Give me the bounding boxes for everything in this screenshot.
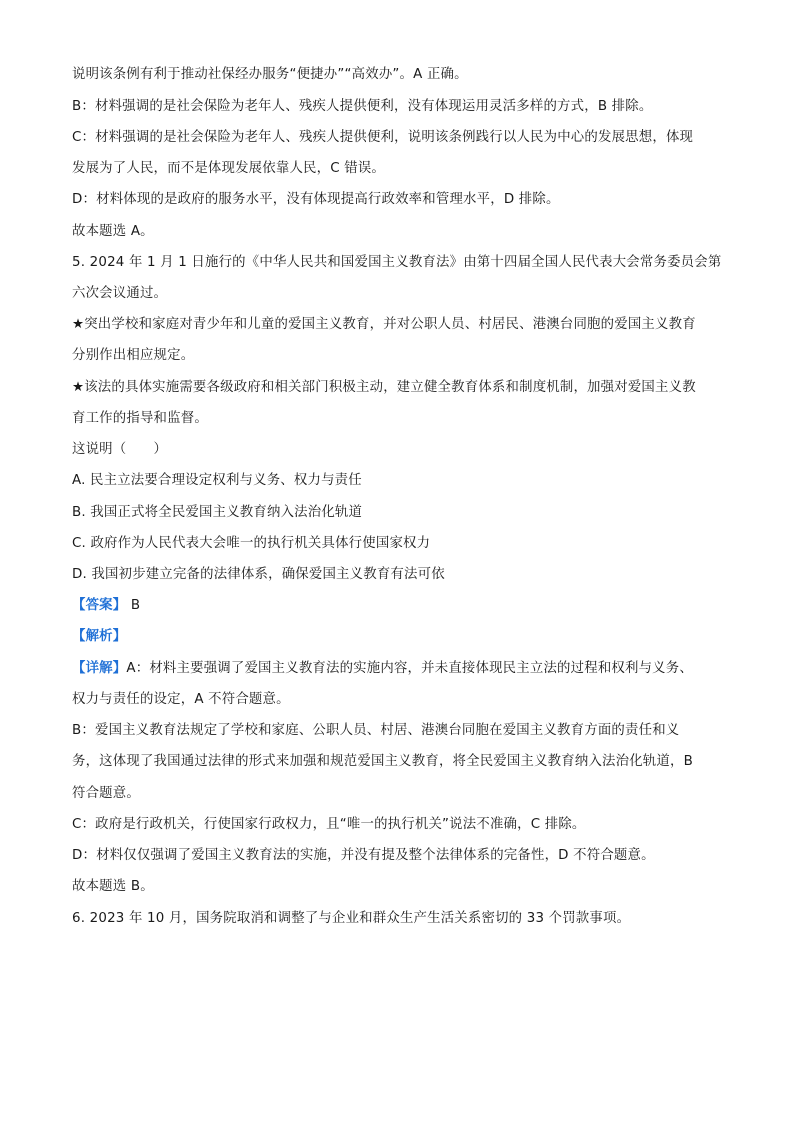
text-line: 说明该条例有利于推动社保经办服务“便捷办”“高效办”。A 正确。 <box>72 67 468 82</box>
detail-text: A：材料主要强调了爱国主义教育法的实施内容，并未直接体现民主立法的过程和权利与义务、 <box>126 661 693 676</box>
analysis-label: 【解析】 <box>72 629 127 644</box>
text-line: 权力与责任的设定，A 不符合题意。 <box>72 692 290 707</box>
text-line: 故本题选 B。 <box>72 879 154 894</box>
text-line: 分别作出相应规定。 <box>72 348 195 363</box>
text-line: 育工作的指导和监督。 <box>72 411 208 426</box>
text-line: B：爱国主义教育法规定了学校和家庭、公职人员、村居、港澳台同胞在爱国主义教育方面的责任和义 <box>72 723 680 738</box>
answer-tag: 【答案】 <box>72 598 127 613</box>
answer-line <box>72 597 140 615</box>
text-line: C：材料强调的是社会保险为老年人、残疾人提供便利，说明该条例践行以人民为中心的发展思想，体现 <box>72 130 694 145</box>
question-5-stem: 5. 2024 年 1 月 1 日施行的《中华人民共和国爱国主义教育法》由第十四届全国人民代表大会常务委员会第 <box>72 255 722 270</box>
text-line: 六次会议通过。 <box>72 286 168 301</box>
text-line: 发展为了人民，而不是体现发展依靠人民，C 错误。 <box>72 161 385 176</box>
text-line: D：材料仅仅强调了爱国主义教育法的实施，并没有提及整个法律体系的完备性，D 不符合题意。 <box>72 848 655 863</box>
text-line: 故本题选 A。 <box>72 224 154 239</box>
text-line: B：材料强调的是社会保险为老年人、残疾人提供便利，没有体现运用灵活多样的方式，B 排除。 <box>72 99 653 114</box>
option-a: A. 民主立法要合理设定权利与义务、权力与责任 <box>72 473 362 488</box>
question-6-stem: 6. 2023 年 10 月，国务院取消和调整了与企业和群众生产生活关系密切的 33 个罚款事项。 <box>72 911 631 926</box>
text-line: 符合题意。 <box>72 786 140 801</box>
detail-tag: 【详解】 <box>72 661 127 676</box>
answer-value: B <box>130 598 141 613</box>
option-b: B. 我国正式将全民爱国主义教育纳入法治化轨道 <box>72 505 363 520</box>
question-prompt: 这说明（ ） <box>72 442 168 457</box>
detail-line <box>72 660 693 678</box>
analysis-tag <box>72 628 126 646</box>
text-line: ★该法的具体实施需要各级政府和相关部门积极主动，建立健全教育体系和制度机制，加强对爱国主义教 <box>72 380 696 395</box>
text-line: C：政府是行政机关，行使国家行政权力，且“唯一的执行机关”说法不准确，C 排除。 <box>72 817 586 832</box>
option-d: D. 我国初步建立完备的法律体系，确保爱国主义教育有法可依 <box>72 567 445 582</box>
text-line: 务，这体现了我国通过法律的形式来加强和规范爱国主义教育，将全民爱国主义教育纳入法治化轨道，B <box>72 754 693 769</box>
text-line: ★突出学校和家庭对青少年和儿童的爱国主义教育，并对公职人员、村居民、港澳台同胞的爱国主义教育 <box>72 317 696 332</box>
text-line: D：材料体现的是政府的服务水平，没有体现提高行政效率和管理水平，D 排除。 <box>72 192 560 207</box>
option-c: C. 政府作为人民代表大会唯一的执行机关具体行使国家权力 <box>72 536 431 551</box>
